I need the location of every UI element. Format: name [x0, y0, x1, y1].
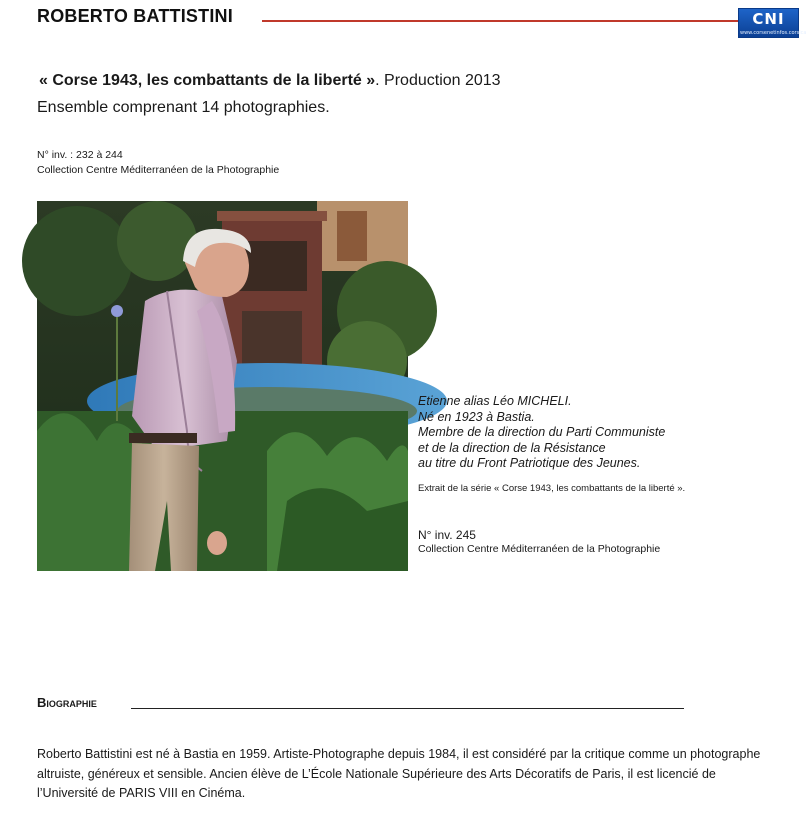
series-extract-note: Extrait de la série « Corse 1943, les combattants de la liberté ».	[418, 483, 686, 494]
collection-label: Collection Centre Méditerranéen de la Photographie	[37, 164, 280, 176]
photo-collection-label: Collection Centre Méditerranéen de la Photographie	[418, 543, 661, 555]
cni-logo	[738, 8, 806, 38]
portrait-photo	[37, 201, 408, 571]
photo-caption	[418, 394, 788, 472]
ensemble-description: Ensemble comprenant 14 photographies.	[37, 99, 330, 116]
inventory-range: N° inv. : 232 à 244	[37, 149, 123, 161]
author-name: ROBERTO BATTISTINI	[37, 6, 233, 26]
caption-line: Né en 1923 à Bastia.	[418, 409, 535, 424]
caption-line: au titre du Front Patriotique des Jeunes.	[418, 456, 641, 470]
production-year: . Production 2013	[375, 72, 501, 89]
header-rule	[262, 20, 740, 22]
biography-heading: Biographie	[37, 695, 97, 710]
series-title	[39, 72, 501, 90]
biography-rule	[131, 708, 684, 709]
title-close-quote: »	[361, 72, 376, 89]
series-name: Corse 1943, les combattants de la liberté	[52, 72, 362, 89]
caption-line: et de la direction de la Résistance	[418, 440, 606, 455]
photo-inventory-number: N° inv. 245	[418, 528, 476, 542]
title-open-quote: «	[39, 72, 53, 89]
caption-line: Membre de la direction du Parti Communiste	[418, 425, 666, 439]
logo-url: www.corsenetinfos.corsica	[740, 30, 806, 36]
biography-text: Roberto Battistini est né à Bastia en 1959. Artiste-Photographe depuis 1984, il est considéré par la critique comme un photographe altruiste, généreux et sensible. Ancien élève de L’École Nationale Supérieure des Arts Décoratifs de Paris, il est licencié de l’Université de PARIS VIII en Cinéma.	[37, 747, 761, 800]
logo-text: CNI	[752, 10, 785, 28]
caption-line: Etienne alias Léo MICHELI.	[418, 394, 572, 408]
